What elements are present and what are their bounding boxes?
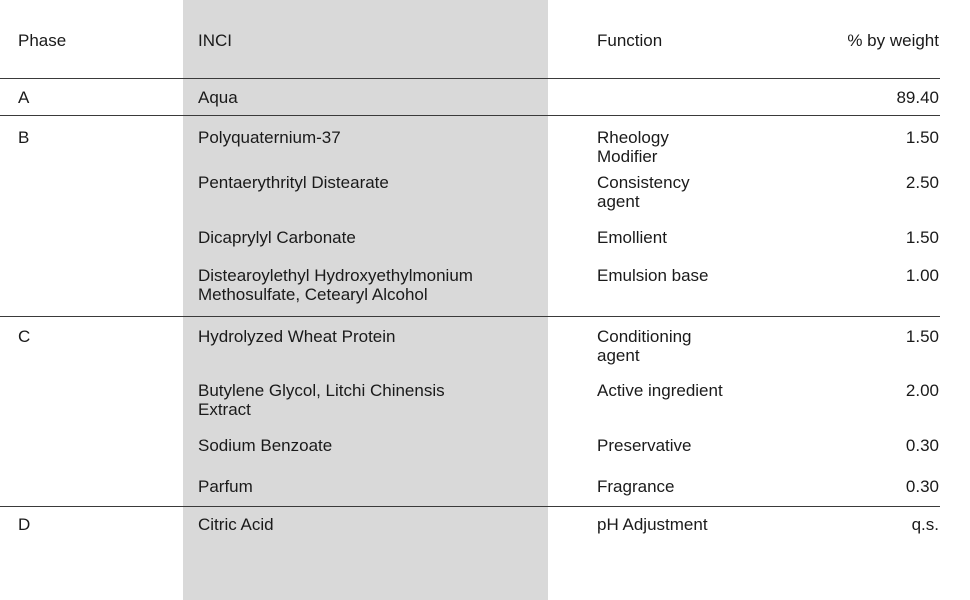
function-cell-line: pH Adjustment: [597, 515, 708, 534]
percent-cell: [906, 381, 939, 400]
function-cell: [597, 515, 708, 534]
inci-cell: [198, 381, 445, 419]
phase-divider: [0, 316, 940, 317]
percent-cell-line: q.s.: [911, 515, 939, 534]
function-cell-line: Conditioning: [597, 327, 692, 346]
phase-cell-line: D: [18, 515, 31, 534]
function-cell-line: Fragrance: [597, 477, 675, 496]
percent-cell: [906, 173, 939, 192]
inci-cell-line: Citric Acid: [198, 515, 274, 534]
percent-cell-line: 2.00: [905, 381, 939, 400]
function-cell-line: agent: [597, 192, 640, 211]
function-cell-line: Emollient: [597, 228, 667, 247]
function-cell: [597, 173, 690, 211]
percent-cell: [906, 477, 939, 496]
function-cell-line: Rheology: [597, 128, 669, 147]
function-cell: [597, 327, 692, 365]
phase-divider: [0, 506, 940, 507]
phase-cell: [18, 128, 29, 147]
percent-cell: [906, 128, 939, 147]
function-cell: [597, 228, 667, 247]
inci-cell: [198, 128, 341, 147]
inci-cell: [198, 266, 473, 304]
function-cell: [597, 266, 709, 285]
function-cell-line: Modifier: [597, 147, 658, 166]
inci-cell-line: Hydrolyzed Wheat Protein: [198, 327, 396, 346]
inci-cell-line: Parfum: [198, 477, 253, 496]
header-percent: % by weight: [847, 31, 939, 50]
percent-cell-line: 1.50: [905, 327, 939, 346]
inci-cell-line: Methosulfate, Cetearyl Alcohol: [198, 285, 428, 304]
phase-cell-line: C: [18, 327, 31, 346]
inci-cell: [198, 228, 356, 247]
table-header: [0, 31, 970, 53]
inci-cell-line: Pentaerythrityl Distearate: [198, 173, 389, 192]
function-cell-line: Preservative: [597, 436, 692, 455]
header-inci: INCI: [198, 31, 232, 50]
header-function: Function: [597, 31, 663, 50]
inci-cell-line: Sodium Benzoate: [198, 436, 333, 455]
percent-cell: [912, 515, 939, 534]
percent-cell-line: 1.00: [905, 266, 939, 285]
phase-cell: [18, 327, 30, 346]
inci-cell-line: Distearoylethyl Hydroxyethylmonium: [198, 266, 473, 285]
inci-cell-line: Aqua: [198, 88, 238, 107]
percent-cell-line: 1.50: [905, 128, 939, 147]
inci-cell: [198, 477, 253, 496]
percent-cell: [906, 228, 939, 247]
inci-cell: [198, 515, 274, 534]
inci-cell-line: Dicaprylyl Carbonate: [198, 228, 356, 247]
inci-cell: [198, 436, 332, 455]
function-cell-line: agent: [597, 346, 640, 365]
percent-cell: [906, 327, 939, 346]
inci-cell: [198, 88, 238, 107]
percent-cell-line: 0.30: [905, 436, 939, 455]
function-cell: [597, 128, 669, 166]
header-rule: [0, 78, 940, 79]
percent-cell-line: 0.30: [905, 477, 939, 496]
inci-cell-line: Polyquaternium-37: [198, 128, 341, 147]
percent-cell: [906, 266, 939, 285]
phase-cell: [18, 88, 29, 107]
function-cell: [597, 477, 674, 496]
phase-cell: [18, 515, 30, 534]
phase-divider: [0, 115, 940, 116]
percent-cell: [906, 436, 939, 455]
function-cell: [597, 381, 723, 400]
percent-cell-line: 89.40: [896, 88, 939, 107]
percent-cell-line: 2.50: [905, 173, 939, 192]
inci-cell-line: Butylene Glycol, Litchi Chinensis: [198, 381, 445, 400]
phase-cell-line: B: [18, 128, 30, 147]
inci-cell: [198, 327, 395, 346]
function-cell-line: Consistency: [597, 173, 690, 192]
function-cell: [597, 436, 691, 455]
function-cell-line: Active ingredient: [597, 381, 723, 400]
percent-cell: [896, 88, 939, 107]
inci-cell: [198, 173, 389, 192]
phase-cell-line: A: [18, 88, 30, 107]
inci-cell-line: Extract: [198, 400, 251, 419]
function-cell-line: Emulsion base: [597, 266, 709, 285]
percent-cell-line: 1.50: [905, 228, 939, 247]
header-phase: Phase: [18, 31, 67, 50]
